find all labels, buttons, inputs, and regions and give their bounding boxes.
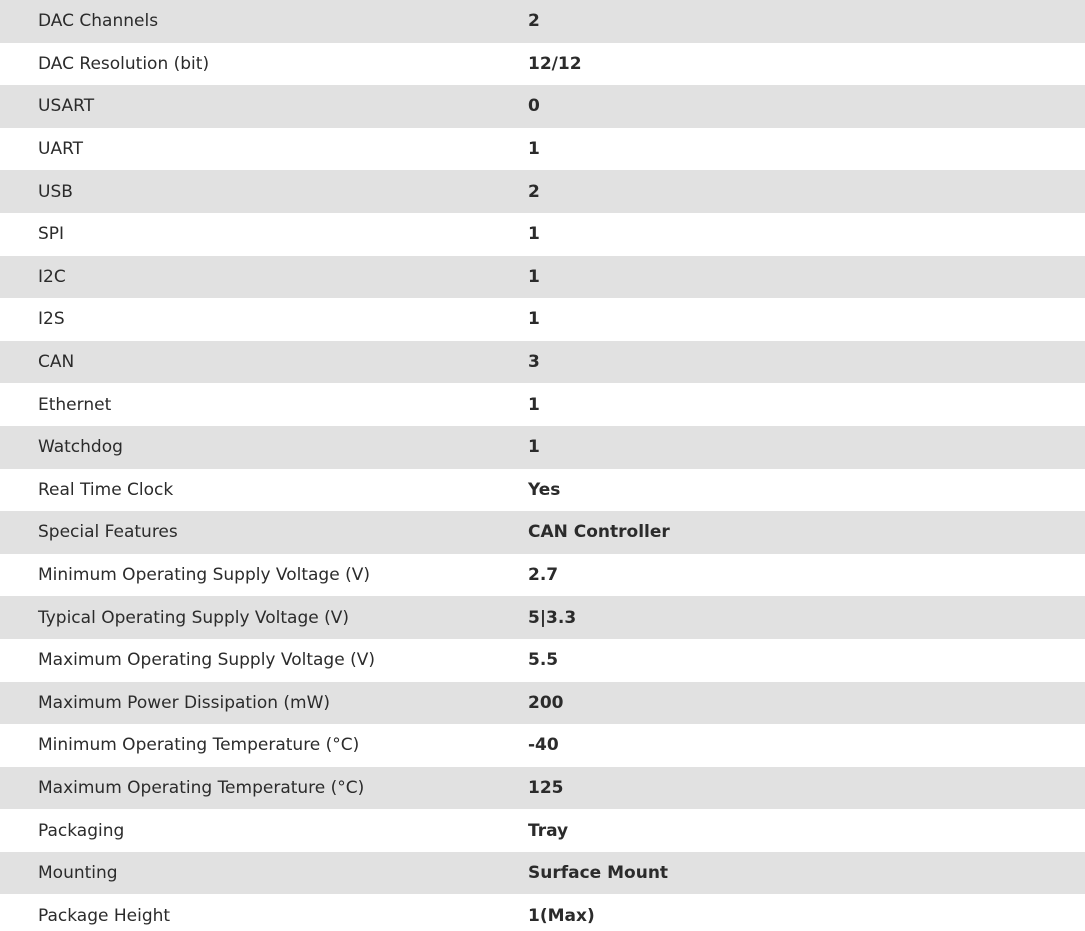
spec-value: 12/12 — [528, 53, 582, 74]
spec-value: Surface Mount — [528, 863, 669, 884]
spec-row-spi — [0, 213, 1085, 256]
spec-label: Package Height — [38, 905, 171, 926]
spec-value: 5|3.3 — [528, 607, 577, 628]
spec-label: Minimum Operating Supply Voltage (V) — [38, 565, 370, 586]
spec-label: I2S — [38, 309, 65, 330]
spec-value: 1(Max) — [528, 905, 595, 926]
spec-row-max-operating-temperature — [0, 767, 1085, 810]
spec-label: Ethernet — [38, 394, 112, 415]
spec-label: Maximum Operating Temperature (°C) — [38, 777, 365, 798]
spec-row-max-power-dissipation — [0, 682, 1085, 725]
spec-label: Special Features — [38, 522, 178, 543]
spec-row-real-time-clock — [0, 469, 1085, 512]
spec-label: Mounting — [38, 863, 118, 884]
spec-row-watchdog — [0, 426, 1085, 469]
spec-row-dac-channels — [0, 0, 1085, 43]
spec-row-min-operating-temperature — [0, 724, 1085, 767]
spec-label: Watchdog — [38, 437, 123, 458]
spec-row-special-features — [0, 511, 1085, 554]
spec-row-uart — [0, 128, 1085, 171]
spec-label: DAC Resolution (bit) — [38, 53, 210, 74]
spec-value: 2 — [528, 181, 540, 202]
spec-row-typical-supply-voltage — [0, 596, 1085, 639]
spec-value: Tray — [528, 820, 569, 841]
spec-row-can — [0, 341, 1085, 384]
spec-value: 2 — [528, 11, 540, 32]
spec-label: I2C — [38, 266, 66, 287]
spec-row-max-supply-voltage — [0, 639, 1085, 682]
spec-value: Yes — [528, 479, 561, 500]
spec-label: DAC Channels — [38, 11, 159, 32]
spec-value: -40 — [528, 735, 559, 756]
spec-label: USART — [38, 96, 95, 117]
spec-row-package-height — [0, 894, 1085, 931]
spec-label: USB — [38, 181, 73, 202]
spec-value: 125 — [528, 777, 564, 798]
spec-row-packaging — [0, 809, 1085, 852]
spec-label: Maximum Power Dissipation (mW) — [38, 692, 331, 713]
spec-row-mounting — [0, 852, 1085, 895]
spec-label: Minimum Operating Temperature (°C) — [38, 735, 360, 756]
spec-row-dac-resolution — [0, 43, 1085, 86]
spec-row-ethernet — [0, 383, 1085, 426]
spec-value: 1 — [528, 139, 540, 160]
spec-label: UART — [38, 139, 84, 160]
spec-row-usart — [0, 85, 1085, 128]
spec-label: Typical Operating Supply Voltage (V) — [38, 607, 349, 628]
spec-label: CAN — [38, 352, 75, 373]
spec-row-i2s — [0, 298, 1085, 341]
spec-value: 1 — [528, 224, 540, 245]
spec-value: 1 — [528, 266, 540, 287]
spec-value: 3 — [528, 352, 540, 373]
spec-value: 1 — [528, 309, 540, 330]
spec-value: 1 — [528, 437, 540, 458]
spec-label: Packaging — [38, 820, 125, 841]
spec-value: 2.7 — [528, 565, 559, 586]
spec-row-i2c — [0, 256, 1085, 299]
spec-value: CAN Controller — [528, 522, 670, 543]
spec-label: SPI — [38, 224, 65, 245]
spec-value: 0 — [528, 96, 540, 117]
spec-value: 1 — [528, 394, 540, 415]
spec-row-min-supply-voltage — [0, 554, 1085, 597]
spec-label: Maximum Operating Supply Voltage (V) — [38, 650, 375, 671]
spec-value: 5.5 — [528, 650, 559, 671]
spec-row-usb — [0, 170, 1085, 213]
spec-label: Real Time Clock — [38, 479, 174, 500]
spec-value: 200 — [528, 692, 564, 713]
